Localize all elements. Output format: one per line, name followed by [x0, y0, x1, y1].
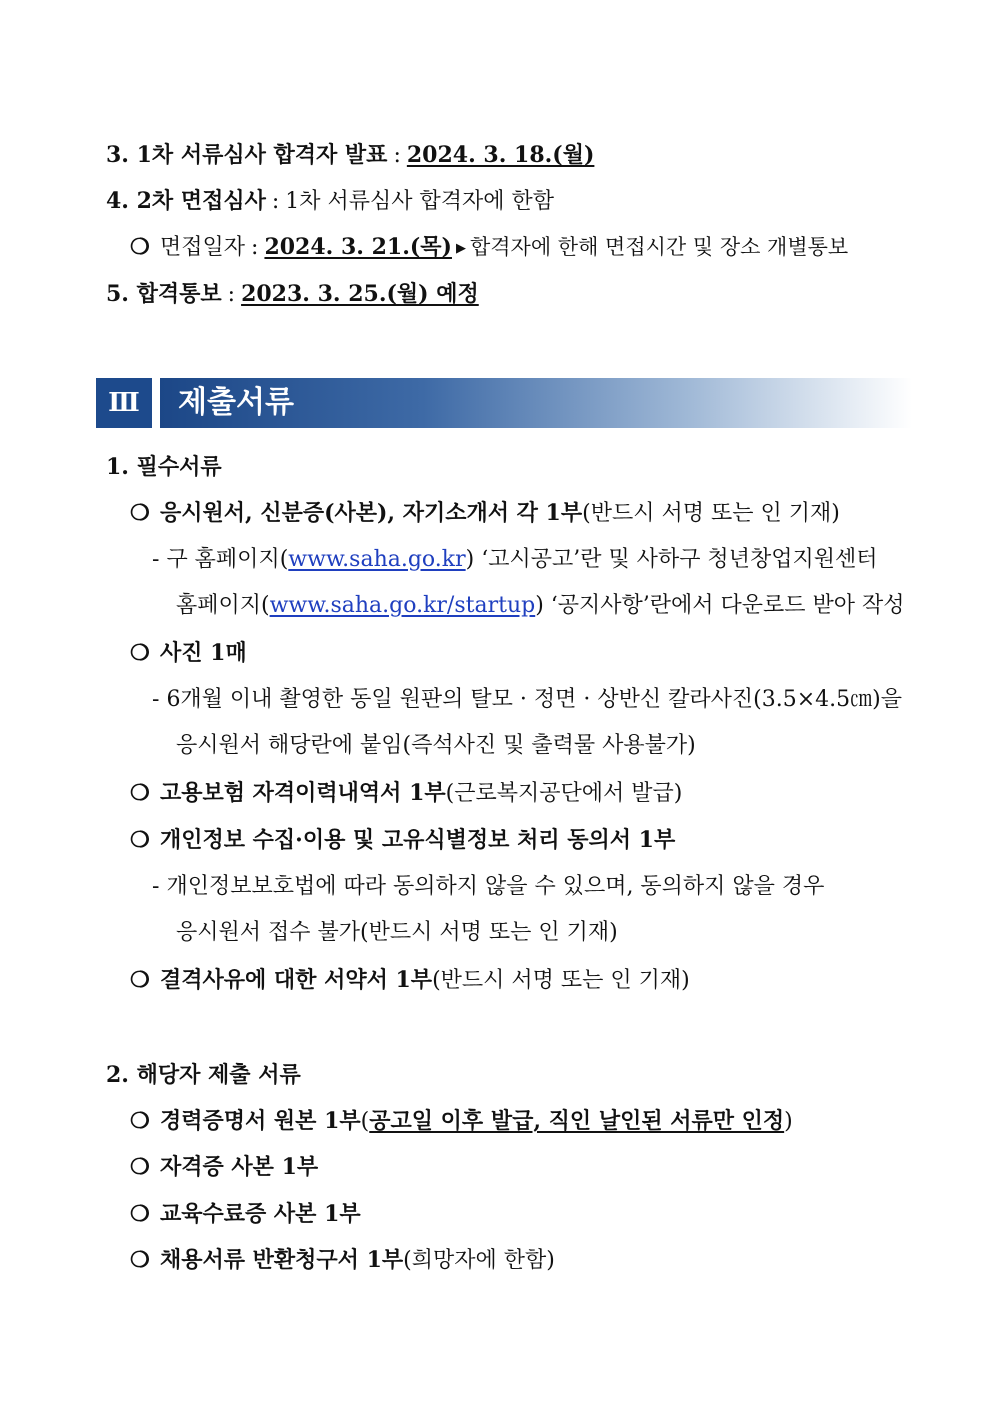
homepage-link[interactable]: www.saha.go.kr [288, 547, 466, 572]
list-item [130, 1245, 555, 1276]
circle-bullet-icon: ❍ [130, 780, 150, 806]
detail-text-pre: 홈페이지( [176, 593, 270, 618]
colon-separator: : [227, 282, 236, 307]
item-title: 응시원서, 신분증(사본), 자기소개서 각 1부 [160, 500, 583, 526]
item-title: 자격증 사본 1부 [160, 1154, 319, 1180]
startup-link[interactable]: www.saha.go.kr/startup [269, 593, 536, 618]
item-note: (희망자에 한함) [403, 1248, 555, 1273]
list-item [130, 778, 682, 809]
list-detail [152, 872, 824, 902]
list-detail [176, 918, 618, 948]
circle-bullet-icon: ❍ [130, 500, 150, 526]
list-item [130, 1106, 793, 1137]
item-note: (반드시 서명 또는 인 기재) [432, 968, 690, 993]
circle-bullet-icon: ❍ [130, 1247, 150, 1273]
required-heading: 1. 필수서류 [106, 454, 222, 480]
triangle-arrow-icon: ▶ [455, 241, 466, 256]
list-detail [176, 731, 696, 761]
circle-bullet-icon: ❍ [130, 827, 150, 853]
colon-separator: : [271, 189, 280, 214]
schedule-item-3 [106, 140, 594, 171]
section-title: 제출서류 [178, 385, 294, 420]
circle-bullet-icon: ❍ [130, 234, 150, 260]
item-condition: 공고일 이후 발급, 직인 날인된 서류만 인정 [369, 1108, 785, 1134]
circle-bullet-icon: ❍ [130, 640, 150, 666]
detail-text: 6개월 이내 촬영한 동일 원판의 탈모 · 정면 · 상반신 칼라사진(3.5×4.5㎝)을 [166, 687, 902, 712]
detail-text: 개인정보보호법에 따라 동의하지 않을 수 있으며, 동의하지 않을 경우 [166, 874, 825, 899]
detail-text-post: ) ‘공지사항’란에서 다운로드 받아 작성 [535, 593, 905, 618]
item-label: 3. 1차 서류심사 합격자 발표 [106, 142, 388, 168]
interview-note: 합격자에 한해 면접시간 및 장소 개별통보 [469, 235, 849, 259]
list-detail [176, 591, 905, 621]
dash-marker: - [152, 547, 160, 572]
announcement-date: 2024. 3. 18.(월) [406, 142, 595, 168]
item-note: (근로복지공단에서 발급) [445, 781, 683, 806]
item-title: 채용서류 반환청구서 1부 [160, 1247, 404, 1273]
list-item [130, 825, 675, 856]
list-item [130, 638, 247, 669]
item-label: 면접일자 [160, 235, 246, 260]
list-item [130, 1199, 361, 1230]
colon-separator: : [251, 235, 259, 260]
paren-close: ) [784, 1109, 793, 1134]
list-item [130, 965, 690, 996]
section-number: Ⅲ [96, 378, 152, 428]
item-title: 고용보험 자격이력내역서 1부 [160, 780, 446, 806]
detail-text: 응시원서 해당란에 붙임(즉석사진 및 출력물 사용불가) [176, 733, 696, 758]
conditional-heading: 2. 해당자 제출 서류 [106, 1062, 301, 1088]
item-text: 1차 서류심사 합격자에 한함 [285, 189, 555, 214]
interview-date: 2024. 3. 21.(목) [264, 234, 452, 260]
detail-text: 응시원서 접수 불가(반드시 서명 또는 인 기재) [176, 920, 618, 945]
item-title: 경력증명서 원본 1부 [160, 1108, 361, 1134]
paren-open: ( [360, 1109, 370, 1134]
circle-bullet-icon: ❍ [130, 1201, 150, 1227]
list-detail [152, 685, 902, 715]
circle-bullet-icon: ❍ [130, 1108, 150, 1134]
circle-bullet-icon: ❍ [130, 1154, 150, 1180]
item-label: 5. 합격통보 [106, 281, 222, 307]
item-title: 사진 1매 [160, 640, 247, 666]
detail-text-pre: 구 홈페이지( [166, 547, 289, 572]
list-detail [152, 545, 877, 575]
item-note: (반드시 서명 또는 인 기재) [582, 501, 840, 526]
circle-bullet-icon: ❍ [130, 967, 150, 993]
schedule-item-4 [106, 186, 554, 217]
notification-date: 2023. 3. 25.(월) 예정 [241, 281, 479, 307]
item-title: 교육수료증 사본 1부 [160, 1201, 361, 1227]
list-item [130, 1152, 318, 1183]
detail-text-post: ) ‘고시공고’란 및 사하구 청년창업지원센터 [465, 547, 878, 572]
dash-marker: - [152, 687, 160, 712]
item-title: 개인정보 수집·이용 및 고유식별정보 처리 동의서 1부 [160, 827, 676, 853]
colon-separator: : [393, 143, 401, 168]
item-label: 4. 2차 면접심사 [106, 188, 266, 214]
schedule-item-5 [106, 279, 479, 310]
dash-marker: - [152, 874, 160, 899]
schedule-item-4-sub [130, 232, 848, 264]
section-title-bar [160, 378, 912, 428]
section-header [96, 378, 912, 428]
item-title: 결격사유에 대한 서약서 1부 [160, 967, 433, 993]
list-item [130, 498, 840, 529]
